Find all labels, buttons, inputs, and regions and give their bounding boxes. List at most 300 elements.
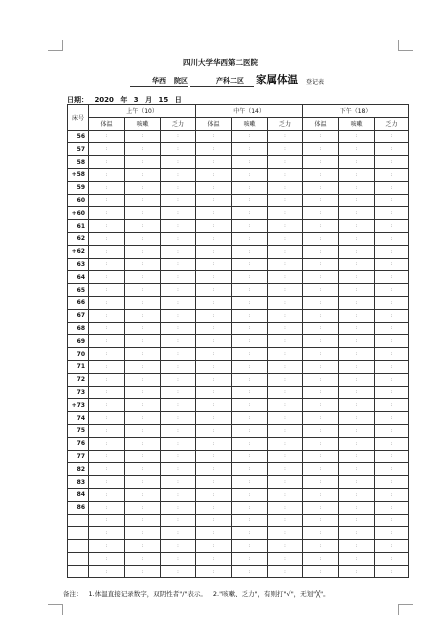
entry-cell[interactable]: : <box>125 437 161 450</box>
entry-cell[interactable]: : <box>161 168 196 181</box>
entry-cell[interactable]: : <box>196 296 232 309</box>
entry-cell[interactable]: : <box>268 258 303 271</box>
entry-cell[interactable]: : <box>232 296 268 309</box>
entry-cell[interactable]: : <box>196 245 232 258</box>
entry-cell[interactable]: : <box>89 450 125 463</box>
entry-cell[interactable]: : <box>232 437 268 450</box>
entry-cell[interactable]: : <box>268 552 303 565</box>
entry-cell[interactable]: : <box>196 386 232 399</box>
entry-cell[interactable]: : <box>268 232 303 245</box>
entry-cell[interactable]: : <box>89 335 125 348</box>
entry-cell[interactable]: : <box>125 412 161 425</box>
entry-cell[interactable]: : <box>339 412 375 425</box>
entry-cell[interactable]: : <box>232 552 268 565</box>
entry-cell[interactable]: : <box>89 220 125 233</box>
entry-cell[interactable]: : <box>196 271 232 284</box>
entry-cell[interactable]: : <box>125 258 161 271</box>
entry-cell[interactable]: : <box>161 552 196 565</box>
entry-cell[interactable]: : <box>375 232 409 245</box>
entry-cell[interactable]: : <box>375 463 409 476</box>
entry-cell[interactable]: : <box>375 501 409 514</box>
entry-cell[interactable]: : <box>303 412 339 425</box>
entry-cell[interactable]: : <box>161 181 196 194</box>
entry-cell[interactable]: : <box>268 565 303 578</box>
entry-cell[interactable]: : <box>125 130 161 143</box>
entry-cell[interactable]: : <box>375 476 409 489</box>
entry-cell[interactable]: : <box>161 488 196 501</box>
entry-cell[interactable]: : <box>232 399 268 412</box>
entry-cell[interactable]: : <box>161 540 196 553</box>
entry-cell[interactable]: : <box>375 488 409 501</box>
entry-cell[interactable]: : <box>232 463 268 476</box>
entry-cell[interactable]: : <box>196 309 232 322</box>
entry-cell[interactable]: : <box>375 309 409 322</box>
entry-cell[interactable]: : <box>196 424 232 437</box>
entry-cell[interactable]: : <box>268 476 303 489</box>
entry-cell[interactable]: : <box>339 143 375 156</box>
entry-cell[interactable]: : <box>125 335 161 348</box>
entry-cell[interactable]: : <box>89 232 125 245</box>
entry-cell[interactable]: : <box>125 399 161 412</box>
entry-cell[interactable]: : <box>303 156 339 169</box>
entry-cell[interactable]: : <box>196 220 232 233</box>
entry-cell[interactable]: : <box>196 488 232 501</box>
entry-cell[interactable]: : <box>89 181 125 194</box>
entry-cell[interactable]: : <box>196 373 232 386</box>
entry-cell[interactable]: : <box>375 207 409 220</box>
entry-cell[interactable]: : <box>303 348 339 361</box>
entry-cell[interactable]: : <box>375 156 409 169</box>
entry-cell[interactable]: : <box>161 463 196 476</box>
entry-cell[interactable]: : <box>375 450 409 463</box>
entry-cell[interactable]: : <box>125 373 161 386</box>
entry-cell[interactable]: : <box>375 258 409 271</box>
entry-cell[interactable]: : <box>161 245 196 258</box>
entry-cell[interactable]: : <box>232 194 268 207</box>
entry-cell[interactable]: : <box>161 322 196 335</box>
entry-cell[interactable]: : <box>89 386 125 399</box>
entry-cell[interactable]: : <box>268 412 303 425</box>
entry-cell[interactable]: : <box>303 322 339 335</box>
entry-cell[interactable]: : <box>161 501 196 514</box>
entry-cell[interactable]: : <box>303 181 339 194</box>
entry-cell[interactable]: : <box>375 143 409 156</box>
entry-cell[interactable]: : <box>232 424 268 437</box>
entry-cell[interactable]: : <box>89 168 125 181</box>
entry-cell[interactable]: : <box>232 488 268 501</box>
entry-cell[interactable]: : <box>268 424 303 437</box>
entry-cell[interactable]: : <box>89 322 125 335</box>
entry-cell[interactable]: : <box>196 130 232 143</box>
entry-cell[interactable]: : <box>375 271 409 284</box>
entry-cell[interactable]: : <box>125 386 161 399</box>
entry-cell[interactable]: : <box>196 348 232 361</box>
entry-cell[interactable]: : <box>161 207 196 220</box>
entry-cell[interactable]: : <box>125 232 161 245</box>
entry-cell[interactable]: : <box>196 399 232 412</box>
entry-cell[interactable]: : <box>268 488 303 501</box>
entry-cell[interactable]: : <box>268 309 303 322</box>
entry-cell[interactable]: : <box>268 373 303 386</box>
entry-cell[interactable]: : <box>89 437 125 450</box>
entry-cell[interactable]: : <box>161 220 196 233</box>
entry-cell[interactable]: : <box>339 552 375 565</box>
entry-cell[interactable]: : <box>125 181 161 194</box>
entry-cell[interactable]: : <box>196 552 232 565</box>
entry-cell[interactable]: : <box>268 335 303 348</box>
entry-cell[interactable]: : <box>339 514 375 527</box>
entry-cell[interactable]: : <box>339 463 375 476</box>
entry-cell[interactable]: : <box>303 360 339 373</box>
entry-cell[interactable]: : <box>161 143 196 156</box>
entry-cell[interactable]: : <box>89 424 125 437</box>
entry-cell[interactable]: : <box>161 309 196 322</box>
entry-cell[interactable]: : <box>339 437 375 450</box>
entry-cell[interactable]: : <box>89 156 125 169</box>
entry-cell[interactable]: : <box>303 373 339 386</box>
entry-cell[interactable]: : <box>303 309 339 322</box>
entry-cell[interactable]: : <box>232 501 268 514</box>
entry-cell[interactable]: : <box>125 463 161 476</box>
entry-cell[interactable]: : <box>161 514 196 527</box>
entry-cell[interactable]: : <box>232 360 268 373</box>
entry-cell[interactable]: : <box>303 220 339 233</box>
entry-cell[interactable]: : <box>125 360 161 373</box>
entry-cell[interactable]: : <box>89 565 125 578</box>
entry-cell[interactable]: : <box>89 130 125 143</box>
entry-cell[interactable]: : <box>89 296 125 309</box>
entry-cell[interactable]: : <box>303 296 339 309</box>
entry-cell[interactable]: : <box>339 450 375 463</box>
entry-cell[interactable]: : <box>303 514 339 527</box>
entry-cell[interactable]: : <box>125 220 161 233</box>
entry-cell[interactable]: : <box>339 373 375 386</box>
entry-cell[interactable]: : <box>232 232 268 245</box>
entry-cell[interactable]: : <box>303 168 339 181</box>
entry-cell[interactable]: : <box>161 156 196 169</box>
entry-cell[interactable]: : <box>196 450 232 463</box>
entry-cell[interactable]: : <box>89 399 125 412</box>
entry-cell[interactable]: : <box>125 540 161 553</box>
entry-cell[interactable]: : <box>125 552 161 565</box>
entry-cell[interactable]: : <box>339 540 375 553</box>
entry-cell[interactable]: : <box>125 424 161 437</box>
entry-cell[interactable]: : <box>303 245 339 258</box>
entry-cell[interactable]: : <box>303 424 339 437</box>
entry-cell[interactable]: : <box>232 322 268 335</box>
entry-cell[interactable]: : <box>196 143 232 156</box>
entry-cell[interactable]: : <box>303 232 339 245</box>
entry-cell[interactable]: : <box>125 565 161 578</box>
entry-cell[interactable]: : <box>339 207 375 220</box>
entry-cell[interactable]: : <box>232 527 268 540</box>
entry-cell[interactable]: : <box>125 284 161 297</box>
entry-cell[interactable]: : <box>303 194 339 207</box>
entry-cell[interactable]: : <box>268 181 303 194</box>
entry-cell[interactable]: : <box>303 386 339 399</box>
entry-cell[interactable]: : <box>268 220 303 233</box>
entry-cell[interactable]: : <box>339 130 375 143</box>
entry-cell[interactable]: : <box>89 309 125 322</box>
entry-cell[interactable]: : <box>303 271 339 284</box>
entry-cell[interactable]: : <box>89 540 125 553</box>
entry-cell[interactable]: : <box>339 488 375 501</box>
entry-cell[interactable]: : <box>375 348 409 361</box>
entry-cell[interactable]: : <box>196 168 232 181</box>
entry-cell[interactable]: : <box>375 245 409 258</box>
entry-cell[interactable]: : <box>161 284 196 297</box>
entry-cell[interactable]: : <box>125 168 161 181</box>
entry-cell[interactable]: : <box>232 181 268 194</box>
entry-cell[interactable]: : <box>125 156 161 169</box>
entry-cell[interactable]: : <box>89 552 125 565</box>
entry-cell[interactable]: : <box>125 143 161 156</box>
entry-cell[interactable]: : <box>339 156 375 169</box>
entry-cell[interactable]: : <box>375 322 409 335</box>
entry-cell[interactable]: : <box>232 220 268 233</box>
entry-cell[interactable]: : <box>375 386 409 399</box>
entry-cell[interactable]: : <box>232 156 268 169</box>
entry-cell[interactable]: : <box>232 565 268 578</box>
entry-cell[interactable]: : <box>268 284 303 297</box>
entry-cell[interactable]: : <box>268 540 303 553</box>
entry-cell[interactable]: : <box>339 232 375 245</box>
entry-cell[interactable]: : <box>303 501 339 514</box>
entry-cell[interactable]: : <box>375 424 409 437</box>
entry-cell[interactable]: : <box>339 424 375 437</box>
entry-cell[interactable]: : <box>89 476 125 489</box>
entry-cell[interactable]: : <box>125 450 161 463</box>
entry-cell[interactable]: : <box>161 271 196 284</box>
entry-cell[interactable]: : <box>339 309 375 322</box>
entry-cell[interactable]: : <box>375 360 409 373</box>
entry-cell[interactable]: : <box>339 386 375 399</box>
entry-cell[interactable]: : <box>268 386 303 399</box>
entry-cell[interactable]: : <box>161 348 196 361</box>
entry-cell[interactable]: : <box>303 143 339 156</box>
entry-cell[interactable]: : <box>232 348 268 361</box>
entry-cell[interactable]: : <box>125 514 161 527</box>
entry-cell[interactable]: : <box>125 476 161 489</box>
entry-cell[interactable]: : <box>268 322 303 335</box>
entry-cell[interactable]: : <box>375 514 409 527</box>
entry-cell[interactable]: : <box>375 168 409 181</box>
entry-cell[interactable]: : <box>268 399 303 412</box>
entry-cell[interactable]: : <box>268 463 303 476</box>
entry-cell[interactable]: : <box>125 271 161 284</box>
entry-cell[interactable]: : <box>125 501 161 514</box>
entry-cell[interactable]: : <box>196 360 232 373</box>
entry-cell[interactable]: : <box>268 437 303 450</box>
entry-cell[interactable]: : <box>161 386 196 399</box>
entry-cell[interactable]: : <box>161 527 196 540</box>
entry-cell[interactable]: : <box>89 143 125 156</box>
entry-cell[interactable]: : <box>375 552 409 565</box>
entry-cell[interactable]: : <box>196 284 232 297</box>
entry-cell[interactable]: : <box>232 258 268 271</box>
entry-cell[interactable]: : <box>232 540 268 553</box>
entry-cell[interactable]: : <box>303 552 339 565</box>
entry-cell[interactable]: : <box>232 450 268 463</box>
entry-cell[interactable]: : <box>268 348 303 361</box>
entry-cell[interactable]: : <box>89 463 125 476</box>
entry-cell[interactable]: : <box>339 194 375 207</box>
entry-cell[interactable]: : <box>89 245 125 258</box>
entry-cell[interactable]: : <box>375 220 409 233</box>
entry-cell[interactable]: : <box>339 271 375 284</box>
entry-cell[interactable]: : <box>375 296 409 309</box>
entry-cell[interactable]: : <box>89 284 125 297</box>
entry-cell[interactable]: : <box>303 488 339 501</box>
entry-cell[interactable]: : <box>303 565 339 578</box>
entry-cell[interactable]: : <box>303 450 339 463</box>
entry-cell[interactable]: : <box>161 130 196 143</box>
entry-cell[interactable]: : <box>339 501 375 514</box>
entry-cell[interactable]: : <box>196 412 232 425</box>
entry-cell[interactable]: : <box>268 514 303 527</box>
entry-cell[interactable]: : <box>89 207 125 220</box>
entry-cell[interactable]: : <box>375 181 409 194</box>
entry-cell[interactable]: : <box>268 245 303 258</box>
entry-cell[interactable]: : <box>232 207 268 220</box>
entry-cell[interactable]: : <box>375 437 409 450</box>
entry-cell[interactable]: : <box>196 194 232 207</box>
entry-cell[interactable]: : <box>339 360 375 373</box>
entry-cell[interactable]: : <box>375 412 409 425</box>
entry-cell[interactable]: : <box>161 296 196 309</box>
entry-cell[interactable]: : <box>125 348 161 361</box>
entry-cell[interactable]: : <box>339 348 375 361</box>
entry-cell[interactable]: : <box>232 271 268 284</box>
entry-cell[interactable]: : <box>196 565 232 578</box>
entry-cell[interactable]: : <box>375 540 409 553</box>
entry-cell[interactable]: : <box>303 207 339 220</box>
entry-cell[interactable]: : <box>375 565 409 578</box>
entry-cell[interactable]: : <box>268 156 303 169</box>
entry-cell[interactable]: : <box>125 322 161 335</box>
entry-cell[interactable]: : <box>303 476 339 489</box>
entry-cell[interactable]: : <box>89 373 125 386</box>
entry-cell[interactable]: : <box>196 501 232 514</box>
entry-cell[interactable]: : <box>232 309 268 322</box>
entry-cell[interactable]: : <box>375 284 409 297</box>
entry-cell[interactable]: : <box>339 296 375 309</box>
entry-cell[interactable]: : <box>303 540 339 553</box>
entry-cell[interactable]: : <box>89 360 125 373</box>
entry-cell[interactable]: : <box>125 488 161 501</box>
entry-cell[interactable]: : <box>196 476 232 489</box>
entry-cell[interactable]: : <box>375 399 409 412</box>
entry-cell[interactable]: : <box>268 207 303 220</box>
entry-cell[interactable]: : <box>89 271 125 284</box>
entry-cell[interactable]: : <box>339 476 375 489</box>
entry-cell[interactable]: : <box>232 143 268 156</box>
entry-cell[interactable]: : <box>196 207 232 220</box>
entry-cell[interactable]: : <box>161 194 196 207</box>
entry-cell[interactable]: : <box>161 360 196 373</box>
entry-cell[interactable]: : <box>339 245 375 258</box>
entry-cell[interactable]: : <box>232 514 268 527</box>
entry-cell[interactable]: : <box>232 335 268 348</box>
entry-cell[interactable]: : <box>339 399 375 412</box>
entry-cell[interactable]: : <box>161 476 196 489</box>
entry-cell[interactable]: : <box>161 258 196 271</box>
entry-cell[interactable]: : <box>303 463 339 476</box>
entry-cell[interactable]: : <box>125 296 161 309</box>
entry-cell[interactable]: : <box>303 527 339 540</box>
entry-cell[interactable]: : <box>196 232 232 245</box>
entry-cell[interactable]: : <box>232 168 268 181</box>
entry-cell[interactable]: : <box>161 437 196 450</box>
entry-cell[interactable]: : <box>196 335 232 348</box>
entry-cell[interactable]: : <box>268 168 303 181</box>
entry-cell[interactable]: : <box>268 360 303 373</box>
entry-cell[interactable]: : <box>303 130 339 143</box>
entry-cell[interactable]: : <box>232 373 268 386</box>
entry-cell[interactable]: : <box>339 527 375 540</box>
entry-cell[interactable]: : <box>125 194 161 207</box>
entry-cell[interactable]: : <box>268 296 303 309</box>
entry-cell[interactable]: : <box>161 373 196 386</box>
entry-cell[interactable]: : <box>161 450 196 463</box>
entry-cell[interactable]: : <box>89 488 125 501</box>
entry-cell[interactable]: : <box>89 258 125 271</box>
entry-cell[interactable]: : <box>161 412 196 425</box>
entry-cell[interactable]: : <box>268 130 303 143</box>
entry-cell[interactable]: : <box>89 412 125 425</box>
entry-cell[interactable]: : <box>89 514 125 527</box>
entry-cell[interactable]: : <box>375 194 409 207</box>
entry-cell[interactable]: : <box>268 450 303 463</box>
entry-cell[interactable]: : <box>339 168 375 181</box>
entry-cell[interactable]: : <box>196 540 232 553</box>
entry-cell[interactable]: : <box>268 194 303 207</box>
entry-cell[interactable]: : <box>125 207 161 220</box>
entry-cell[interactable]: : <box>303 399 339 412</box>
entry-cell[interactable]: : <box>196 514 232 527</box>
entry-cell[interactable]: : <box>339 335 375 348</box>
entry-cell[interactable]: : <box>303 258 339 271</box>
entry-cell[interactable]: : <box>232 386 268 399</box>
entry-cell[interactable]: : <box>196 258 232 271</box>
entry-cell[interactable]: : <box>161 399 196 412</box>
entry-cell[interactable]: : <box>89 194 125 207</box>
entry-cell[interactable]: : <box>161 424 196 437</box>
entry-cell[interactable]: : <box>339 181 375 194</box>
entry-cell[interactable]: : <box>232 284 268 297</box>
entry-cell[interactable]: : <box>161 565 196 578</box>
entry-cell[interactable]: : <box>303 335 339 348</box>
entry-cell[interactable]: : <box>125 309 161 322</box>
entry-cell[interactable]: : <box>268 271 303 284</box>
entry-cell[interactable]: : <box>339 565 375 578</box>
entry-cell[interactable]: : <box>161 335 196 348</box>
entry-cell[interactable]: : <box>375 373 409 386</box>
entry-cell[interactable]: : <box>339 258 375 271</box>
entry-cell[interactable]: : <box>196 437 232 450</box>
entry-cell[interactable]: : <box>89 527 125 540</box>
entry-cell[interactable]: : <box>89 501 125 514</box>
entry-cell[interactable]: : <box>375 527 409 540</box>
entry-cell[interactable]: : <box>375 335 409 348</box>
entry-cell[interactable]: : <box>125 245 161 258</box>
entry-cell[interactable]: : <box>375 130 409 143</box>
entry-cell[interactable]: : <box>89 348 125 361</box>
entry-cell[interactable]: : <box>303 437 339 450</box>
entry-cell[interactable]: : <box>196 322 232 335</box>
entry-cell[interactable]: : <box>268 143 303 156</box>
entry-cell[interactable]: : <box>268 527 303 540</box>
